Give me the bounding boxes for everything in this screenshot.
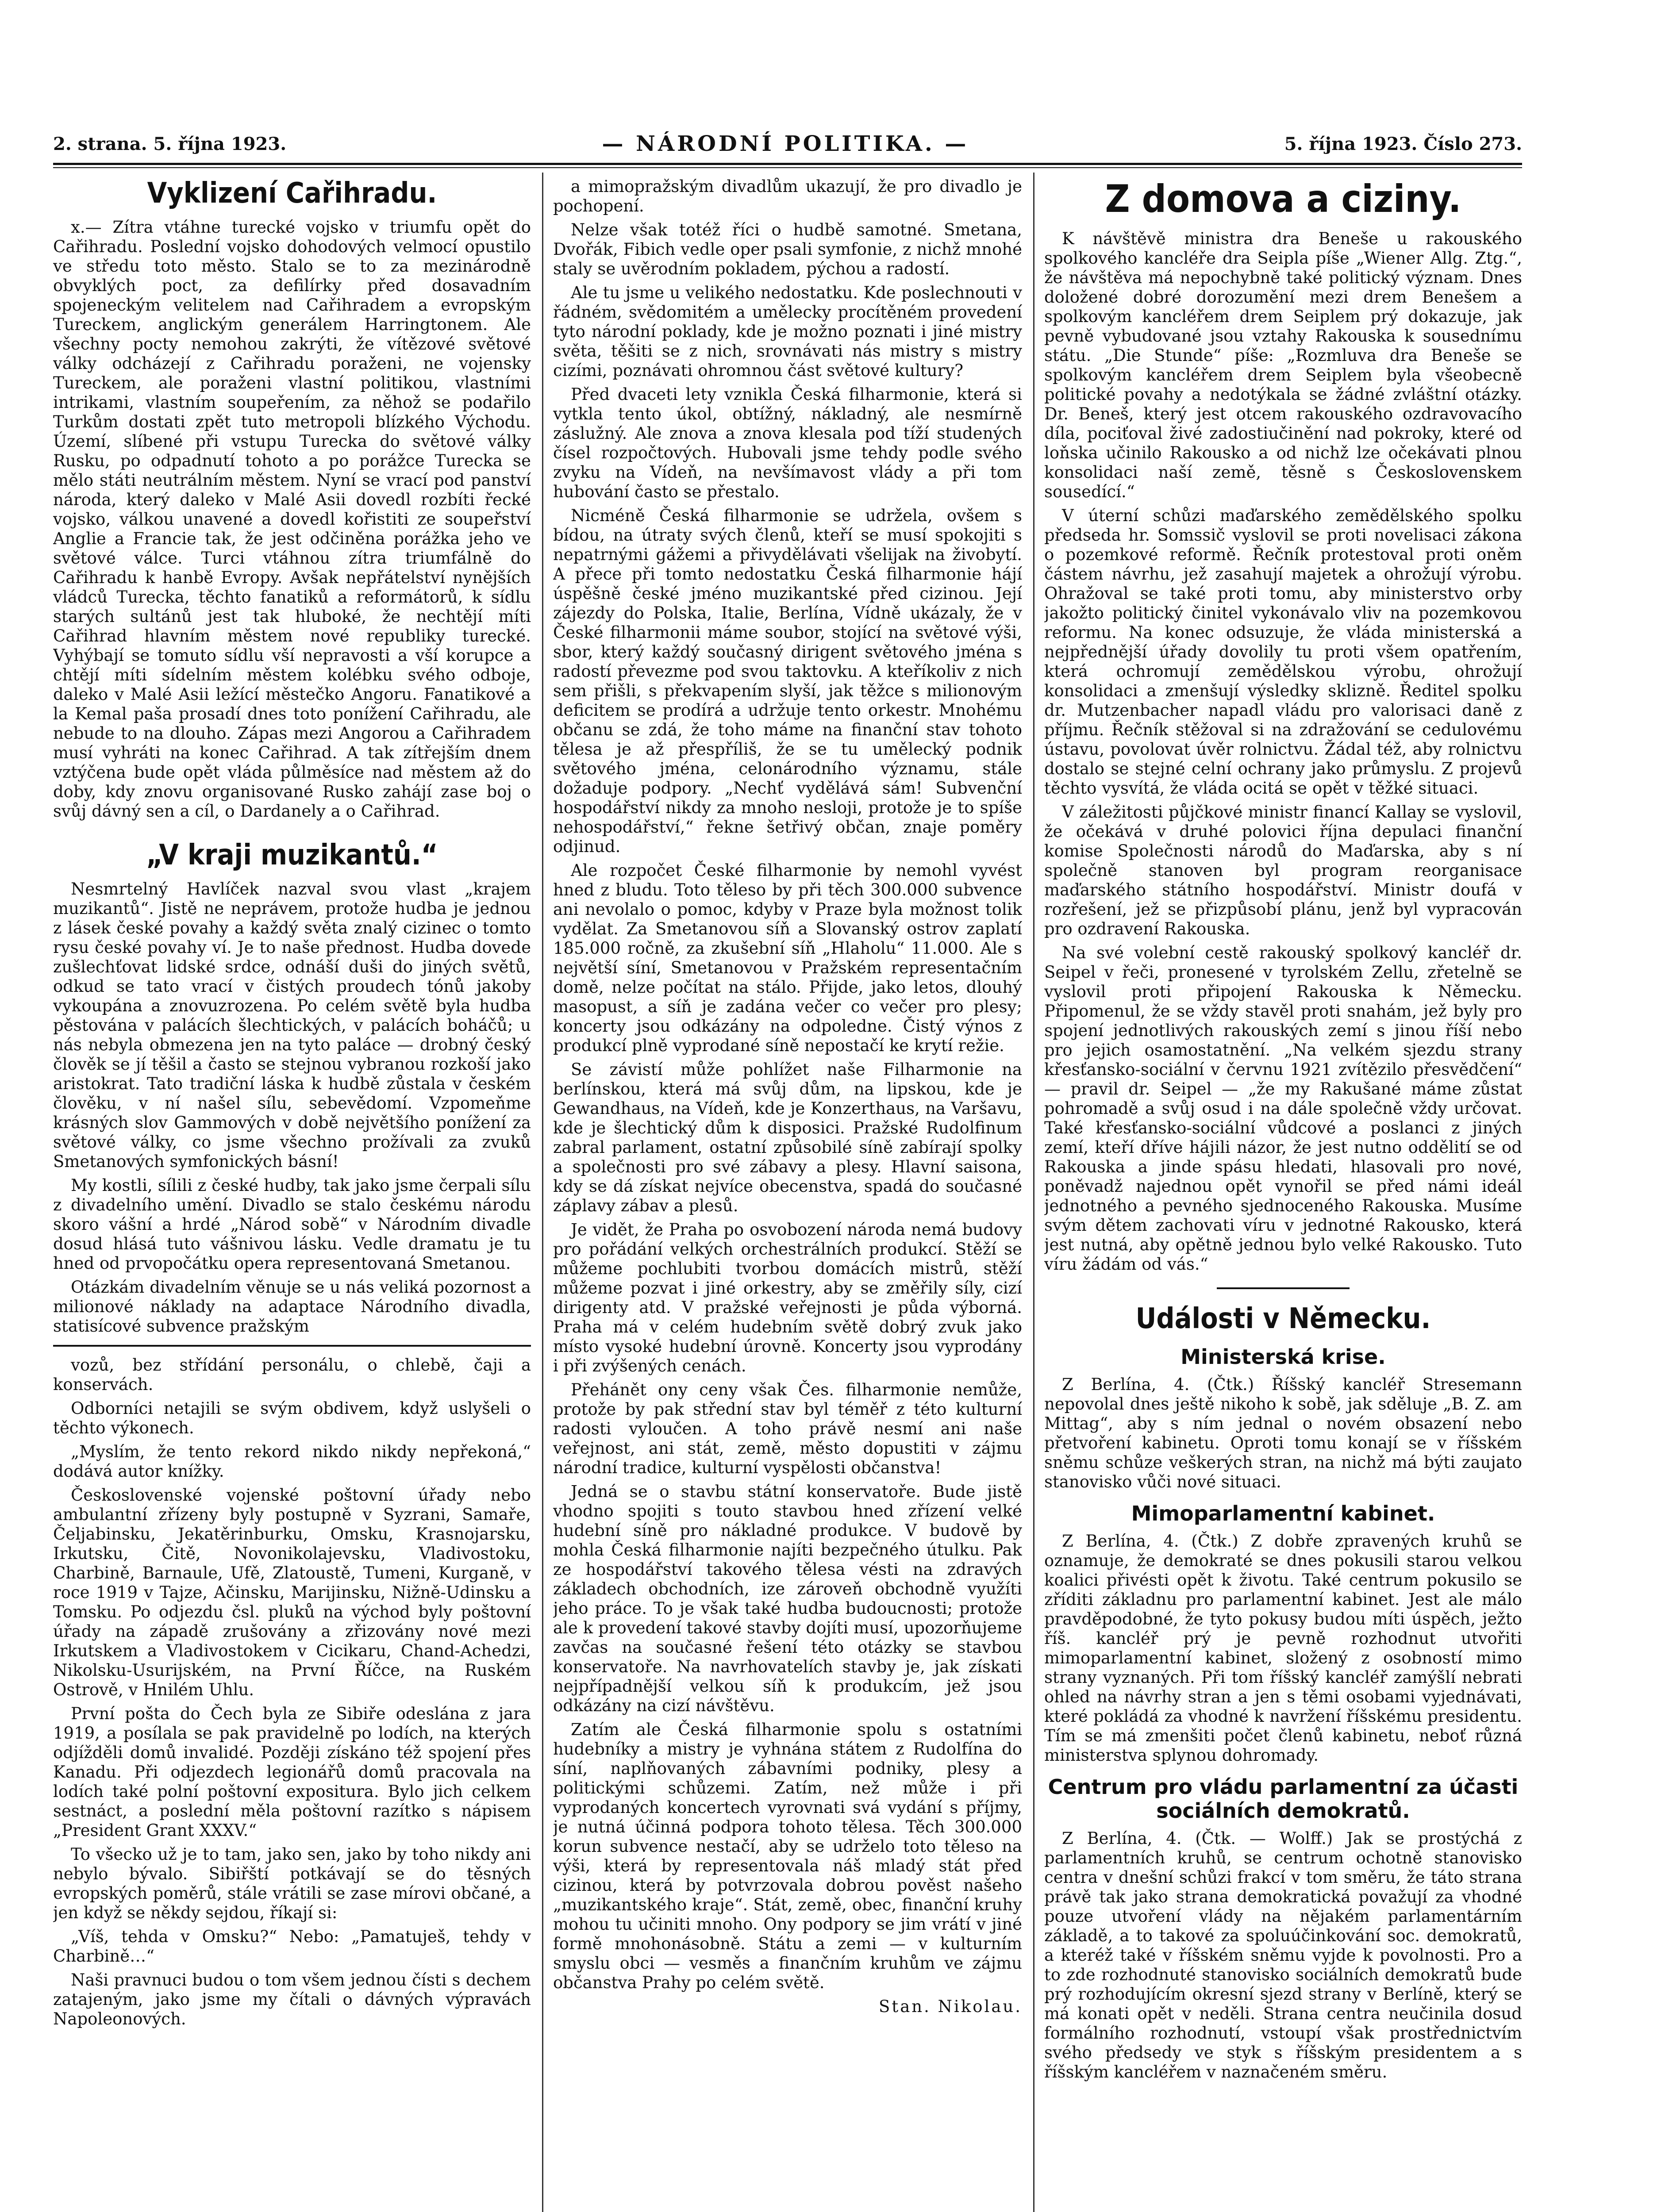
- article-paragraph: Ale rozpočet České filharmonie by nemohl vyvést hned z bludu. Toto těleso by při těch 300.000 subvence ani nevolalo o pomoc, kdyby v Praze byla možnost tolik vydělat. Za Smetanovou síň a Slovanský ostrov zaplatí 185.000 ročně, za zkušební síň „Hlaholu“ 11.000. Ale s největší síní, Smetanovou v Pražském representačním domě, nelze počítat na stálo. Přijde, jako letos, dlouhý masopust, a síň je zadána večer co večer pro plesy; koncerty jsou odkázány na odpoledne. Čistý výnos z produkcí plně vyprodané síně nepostačí ke krytí režie.: [553, 861, 1022, 1055]
- column-divider-1: [542, 173, 543, 2212]
- article-paragraph: Se závistí může pohlížet naše Filharmonie na berlínskou, která má svůj dům, na lipskou, kde je Gewandhaus, na Vídeň, kde je Konzerthaus, na Varšavu, kde je šlechtický dům k disposici. Pražské Rudolfinum zabral parlament, ostatní způsobilé síně zabírají spolky a společnosti pro své zábavy a plesy. Hlavní saisona, kdy se dá získat nejvíce obecenstva, spadá do současné záplavy zábav a plesů.: [553, 1060, 1022, 1215]
- author-signature: Stan. Nikolau.: [878, 1997, 1022, 2016]
- article-paragraph: „Myslím, že tento rekord nikdo nikdy nepřekoná,“ dodává autor knížky.: [53, 1442, 531, 1481]
- header-rule: [53, 163, 1522, 165]
- article-paragraph: Na své volební cestě rakouský spolkový kancléř dr. Seipel v řeči, pronesené v tyrolském Zellu, zřetelně se vyslovil proti připojení Rakouska k Německu. Připomenul, že se vždy stavěl proti snahám, jež byly pro spojení jednotlivých rakouských zemí s jinou říší nebo pro jejich osamostatnění. „Na velkém sjezdu strany křesťansko-sociální v červnu 1921 zvítězilo přesvědčení“ — pravil dr. Seipel — „že my Rakušané máme zůstat pohromadě a svůj osud i na dále společně vždy určovat. Také křesťansko-sociální vůdcové a poslanci z jiných zemí, kteří dříve hájili názor, že jest nutno oddělití se od Rakouska a jinde spásu hledati, hlasovali pro nové, poněvadž najednou opět vynořil se před námi ideál jednotného a pevného sjednoceného Rakouska. Musíme svým dětem zachovati víru v jednotné Rakousko, která jest nutná, aby opětně jednou bylo velké Rakousko. Tuto víru žádám od vás.“: [1044, 943, 1522, 1274]
- article-paragraph: Ale tu jsme u velikého nedostatku. Kde poslechnouti v řádném, svědomitém a umělecky procítěném provedení tyto národní poklady, kde je možno poznati i jiné mistry světa, těšiti se z nich, srovnávati nás mistry s mistry cizími, poznávati ohromnou část světové kultury?: [553, 283, 1022, 380]
- header-left: 2. strana. 5. října 1923.: [53, 133, 287, 154]
- newspaper-page: [53, 128, 1522, 2212]
- article-paragraph: vozů, bez střídání personálu, o chlebě, čaji a konservách.: [53, 1356, 531, 1394]
- article-paragraph: Přehánět ony ceny však Čes. filharmonie nemůže, protože by pak střední stav byl téměř z této kulturní radosti vyloučen. A toho právě nesmí ani naše veřejnost, ani stát, země, město dopustiti v zájmu národní tradice, kulturní vyspělosti občanstva!: [553, 1380, 1022, 1477]
- article-paragraph: „Víš, tehda v Omsku?“ Nebo: „Pamatuješ, tehdy v Charbině…“: [53, 1927, 531, 1966]
- section-title-nemecko: Události v Německu.: [1135, 1302, 1431, 1335]
- article-paragraph: My kostli, sílili z české hudby, tak jako jsme čerpali sílu z divadelního umění. Divadlo se stalo českému národu skoro vášní a hrdé „Národ sobě“ v Národním divadle dosud hlásá tuto vášnivou lásku. Vedle dramatu je tu hned od prvopočátku opera representovaná Smetanou.: [53, 1176, 531, 1273]
- masthead: — NÁRODNÍ POLITIKA. —: [602, 131, 969, 156]
- subheading: Centrum pro vládu parlamentní za účasti sociálních demokratů.: [1048, 1775, 1519, 1823]
- article-paragraph: Je vidět, že Praha po osvobození národa nemá budovy pro pořádání velkých orchestrálních produkcí. Stěží se můžeme pochlubiti tvorbou domácích mistrů, stěží můžeme pozvat i jiné orkestry, aby se změřily síly, cizí dirigenty atd. V pražské veřejnosti je půda výborná. Praha má v celém hudebním světě dobrý zvuk jako místo vysoké hudební úrovně. Koncerty jsou vyprodány i při zvýšených cenách.: [553, 1220, 1022, 1375]
- column-2: [553, 177, 1022, 2212]
- article-paragraph: Otázkám divadelním věnuje se u nás veliká pozornost a milionové náklady na adaptace Národního divadla, statisícové subvence pražským: [53, 1278, 531, 1336]
- article-paragraph: Odborníci netajili se svým obdivem, když uslyšeli o těchto výkonech.: [53, 1399, 531, 1437]
- section-rule: [53, 1345, 531, 1347]
- article-paragraph: Před dvaceti lety vznikla Česká filharmonie, která si vytkla tento úkol, obtížný, nákladný, ale nesmírně záslužný. Ale znova a znova klesala pod tíží studených čísel rozpočtových. Hubovali jsme tehdy podle svého zvyku na Vídeň, na nevšímavost vlády a při tom hubování často se přestalo.: [553, 385, 1022, 501]
- article-paragraph: Nicméně Česká filharmonie se udržela, ovšem s bídou, na útraty svých členů, kteří se musí spokojiti s nepatrnými gážemi a přivydělávati všelijak na živobytí. A přece při tomto nedostatku Česká filharmonie hájí úspěšně české jméno muzikantské před cizinou. Její zájezdy do Polska, Italie, Berlína, Vídně ukázaly, že v České filharmonii máme soubor, stojící na světové výši, sbor, který každý současný dirigent světového jména s radostí převezme pod svou taktovku. A kteříkoliv z nich sem přišli, s překvapením slyší, jak těžce s milionovým deficitem se prodírá a udržuje tento orkestr. Mnohému občanu se zdá, že toho máme na finanční stav tohoto tělesa je až přespříliš, že se tu umělecký podnik světového jména, celonárodního významu, stále dožaduje podpory. „Nechť vydělává sám! Subvenční hospodářství nikdy za mnoho nesloji, protože je to spíše nehospodářství,“ řekne šetřivý občan, znaje poměry odjinud.: [553, 506, 1022, 856]
- article-paragraph: Z Berlína, 4. (Čtk.) Říšský kancléř Stresemann nepovolal dnes ještě nikoho k sobě, jak sděluje „B. Z. am Mittag“, aby s ním jednal o novém obsazení nebo přetvoření kabinetu. Oproti tomu konají se v říšském sněmu schůze veškerých stran, na nichž má býti zaujato stanovisko vůči nové situaci.: [1044, 1375, 1522, 1491]
- column-divider-2: [1033, 173, 1034, 2212]
- subheading: Mimoparlamentní kabinet.: [1131, 1502, 1435, 1525]
- article-body: x.— Zítra vtáhne turecké vojsko v triumfu opět do Cařihradu. Poslední vojsko dohodových velmocí opustilo ve středu toto město. Stalo se to za mezinárodně obvyklých poct, za defilírky před dosavadním spojeneckým velitelem nad Cařihradem a evropským Tureckem, anglickým generálem Harringtonem. Ale všechny pocty nemohou zakrýti, že vítězové světové války odcházejí z Cařihradu poraženi, ne vojensky Tureckem, ale poraženi vlastní politikou, vlastními intrikami, vlastním soupeřením, za něhož se podařilo Turkům dostati zpět tuto metropoli blízkého Východu. Území, slíbené při vstupu Turecka do světové války Rusku, po odpadnutí tohoto a po porážce Turecka se mělo státi neutrálním městem. Nyní se vrací pod panství národa, který daleko v Malé Asii dovedl rozbíti řecké vojsko, válkou unavené a dovedl kořistiti ze soupeřství Anglie a Francie tak, že jest odčiněna porážka jeho ve světové válce. Turci vtáhnou zítra triumfálně do Cařihradu k hanbě Evropy. Avšak nepřátelství nynějších vládců Turecka, těchto fanatiků a reformátorů, k sídlu starých sultánů jest tak hluboké, že nechtějí míti Cařihrad hlavním městem nové republiky turecké. Vyhýbají se tomuto sídlu vší nepravosti a vší korupce a chtějí míti sídelním městem kolébku svého odboje, daleko v Malé Asii ležící městečko Angoru. Fanatikové a la Kemal paša prosadí dnes toto ponížení Cařihradu, ale nebude to na dlouho. Zápas mezi Angorou a Cařihradem musí vyhráti na konec Cařihrad. A tak zítřejším dnem vztýčena bude opět vláda půlměsíce nad městem až do doby, kdy znovu organisované Rusko zahájí zase boj o svůj dávný sen a cíl, o Dardanely a o Cařihrad.: [53, 218, 531, 821]
- article-title-caribrad: Vyklizení Cařihradu.: [147, 177, 437, 210]
- column-3: [1044, 177, 1522, 2212]
- article-paragraph: V záležitosti půjčkové ministr financí Kallay se vyslovil, že očekává v druhé polovici října depulaci finanční komise Společnosti národů do Maďarska, aby s ní společně stanoven byl program reorganisace maďarského státního hospodářství. Ministr doufá v rozřešení, jež se přizpůsobí plánu, jenž byl vypracován pro ozdravení Rakouska.: [1044, 803, 1522, 938]
- subheading: Ministerská krise.: [1180, 1345, 1386, 1369]
- article-paragraph: Nesmrtelný Havlíček nazval svou vlast „krajem muzikantů“. Jistě ne neprávem, protože hudba je jednou z lásek české povahy a každý světa znalý cizinec o tomto rysu české povahy ví. Je to naše přednost. Hudba dovede zušlechťovat lidské srdce, odnáší duši do jiných světů, odkud se tato vrací v čistých proudech tónů jakoby vykoupána a znovuzrozena. Po celém světě byla hudba pěstována v palácích šlechtických, v palácích boháčů; u nás nebyla obmezena jen na tyto paláce — drobný český člověk se jí těšil a často se stejnou vybranou rozkoší jako aristokrat. Tato tradiční láska k hudbě zůstala v českém člověku, v ní našel sílu, sebevědomí. Vzpomeňme krásných slov Gammových v době největšího ponížení za světové války, co jsme všechno prožívali za zvuků Smetanových symfonických básní!: [53, 879, 531, 1171]
- article-paragraph: Z Berlína, 4. (Čtk. — Wolff.) Jak se prostýchá z parlamentních kruhů, se centrum ochotně stanovisko centra v dnešní schůzi frakcí v tom směru, že táto strana právě tak jako strana demokratická považují za vhodné pouze utvoření vlády na nějakém parlamentárním základě, a to takové za spoluúčinkování soc. demokratů, a kteréž také v říšském sněmu vyjde k povolnosti. Pro a to zde rozhodnuté stanovisko sociálních demokratů bude prý rozhodujícím okresní sjezd strany v Berlíně, který se má konati opět v neděli. Strana centra neučinila dosud formálního rozhodnutí, vstoupí však prostřednictvím svého předsedy ve styk s říšským presidentem a s říšským kancléřem v naznačeném směru.: [1044, 1829, 1522, 2081]
- article-paragraph: a mimopražským divadlům ukazují, že pro divadlo je pochopení.: [553, 177, 1022, 215]
- article-paragraph: Z Berlína, 4. (Čtk.) Z dobře zpravených kruhů se oznamuje, že demokraté se dnes pokusili starou velkou koalici přivésti opět k životu. Také centrum pokusilo se zříditi základnu pro parlamentní kabinet. Jest ale málo pravděpodobné, že tyto pokusy budou míti úspěch, ježto říš. kancléř prý je pevně rozhodnut utvořiti mimoparlamentní kabinet, složený z osobností mimo strany vyznaných. Při tom říšský kancléř zamýšlí nebrati ohled na návrhy stran a jen s těmi osobami vyjednávati, které pokládá za vhodné k navržení říšskému presidentu. Tím se má zmenšiti počet členů kabinetu, neboť různá ministerstva splynou dohromady.: [1044, 1532, 1522, 1765]
- section-title-domova: Z domova a ciziny.: [1105, 177, 1461, 221]
- article-paragraph: K návštěvě ministra dra Beneše u rakouského spolkového kancléře dra Seipla píše „Wiener Allg. Ztg.“, že návštěva má nepochybně také politický význam. Dnes doložené dobré dorozumění mezi drem Benešem a spolkovým kancléřem drem Seiplem prý dokazuje, jak pevně vybudované jsou vztahy Rakouska k sousednímu státu. „Die Stunde“ píše: „Rozmluva dra Beneše se spolkovým kancléřem drem Seiplem byla všeobecně politické povahy a nedotýkala se žádné zvláštní otázky. Dr. Beneš, který jest otcem rakouského ozdravovacího díla, pociťoval živé zadostiučinění nad pokroky, které od loňska učinilo Rakousko a od nichž lze očekávati plnou konsolidaci naší země, těsně s Československem sousedící.“: [1044, 229, 1522, 501]
- article-title-muzikantu: „V kraji muzikantů.“: [146, 839, 438, 872]
- column-1: [53, 177, 531, 2212]
- article-paragraph: Zatím ale Česká filharmonie spolu s ostatními hudebníky a mistry je vyhnána státem z Rudolfína do síní, naplňovaných zábavními podniky, plesy a politickými schůzemi. Zatím, než může i při vyprodaných koncertech vyrovnati svá vydání s příjmy, je nutná účinná podpora tohoto tělesa. Těch 300.000 korun subvence nestačí, aby se udrželo toto těleso na výši, která by representovala náš mladý stát před cizinou, která by potvrzovala dobrou pověst našeho „muzikantského kraje“. Stát, země, obec, finanční kruhy mohou tu učiniti mnoho. Ony podpory se jim vrátí v jiné formě mnohonásobně. Státu a zemi — v kulturním smyslu obci — vesměs a finančním kruhům ve zájmu občanstva Prahy po celém světě.: [553, 1720, 1022, 1992]
- page-header: [53, 128, 1522, 159]
- article-paragraph: První pošta do Čech byla ze Sibiře odeslána z jara 1919, a posílala se pak pravidelně po lodích, na kterých odjížděli domů invalidé. Později získáno též spojení přes Kanadu. Při odjezdech legionářů domů pracovala na lodích také polní poštovní expositura. Bylo jich celkem sestnáct, a poslední měla poštovní razítko s nápisem „President Grant XXXV.“: [53, 1704, 531, 1840]
- article-paragraph: Jedná se o stavbu státní konservatoře. Bude jistě vhodno spojiti s touto stavbou hned zřízení velké hudební síně pro nákladné produkce. V budově by mohla Česká filharmonie najíti bezpečného útulku. Pak ze hospodářství takového tělesa vésti na zdravých základech obchodních, ize zároveň obchodně využíti jeho práce. To je však také hudba budoucnosti; protože ale k provedení takové stavby dojíti musí, upozorňujeme zavčas na současné řešení této otázky se stavbou konservatoře. Na navrhovatelích stavby je, jak získati nejpřípadnější velkou síň k produkcím, jež jsou odkázány na cizí návštěvu.: [553, 1482, 1022, 1715]
- header-rule-thin: [53, 167, 1522, 168]
- article-paragraph: V úterní schůzi maďarského zemědělského spolku předseda hr. Somssič vyslovil se proti novelisaci zákona o pozemkové reformě. Řečník protestoval proti oněm částem návrhu, jež zasahují majetek a ohrožují výrobu. Ohražoval se také proti tomu, aby ministerstvo orby jakožto politický činitel vykonávalo vliv na pozemkovou reformu. Na konec odsuzuje, že vláda ministerská a nejpřednější úřady dovolily tu proti všem opatřením, která ochromují zemědělskou výrobu, ohrožují konsolidaci a zmenšují výsledky sklizně. Ředitel spolku dr. Mutzenbacher napadl vládu pro valorisaci daně z příjmu. Řečník stěžoval si na zdražování se cedulovému ústavu, povolovat úvěr rolnictvu. Žádal též, aby rolnictvu dostalo se stejné celní ochrany jako průmyslu. Z projevů těchto vysvítá, že vláda ocitá se opět v těžké situaci.: [1044, 506, 1522, 798]
- header-right: 5. října 1923. Číslo 273.: [1284, 133, 1522, 154]
- article-paragraph: Československé vojenské poštovní úřady nebo ambulantní zřízeny byly postupně v Syzrani, Samaře, Čeljabinsku, Jekatěrinburku, Omsku, Krasnojarsku, Irkutsku, Čitě, Novonikolajevsku, Vladivostoku, Charbině, Barnaule, Ufě, Zlatoustě, Tumeni, Kurganě, v roce 1919 v Tajze, Ačinsku, Marijinsku, Nižně-Udinsku a Tomsku. Po odjezdu čsl. pluků na východ byly poštovní úřady na západě zrušovány a zřizovány nové mezi Irkutskem a Vladivostokem v Cicikaru, Chand-Achedzi, Nikolsku-Usurijském, na První Říčce, na Ruském Ostrově, v Hnilém Uhlu.: [53, 1486, 531, 1699]
- article-paragraph: Naši pravnuci budou o tom všem jednou čísti s dechem zatajeným, jako jsme my čítali o dávných výpravách Napoleonových.: [53, 1970, 531, 2028]
- short-rule: [1217, 1287, 1350, 1289]
- article-paragraph: Nelze však totéž říci o hudbě samotné. Smetana, Dvořák, Fibich vedle oper psali symfonie, z nichž mnohé staly se uvěrodním pokladem, pýchou a radostí.: [553, 220, 1022, 278]
- article-paragraph: To všecko už je to tam, jako sen, jako by toho nikdy ani nebylo bývalo. Sibiřští potkávají se do těsných evropských poměrů, stále vrátili se zase mírovi občané, a jen když se někdy sejdou, říkají si:: [53, 1845, 531, 1922]
